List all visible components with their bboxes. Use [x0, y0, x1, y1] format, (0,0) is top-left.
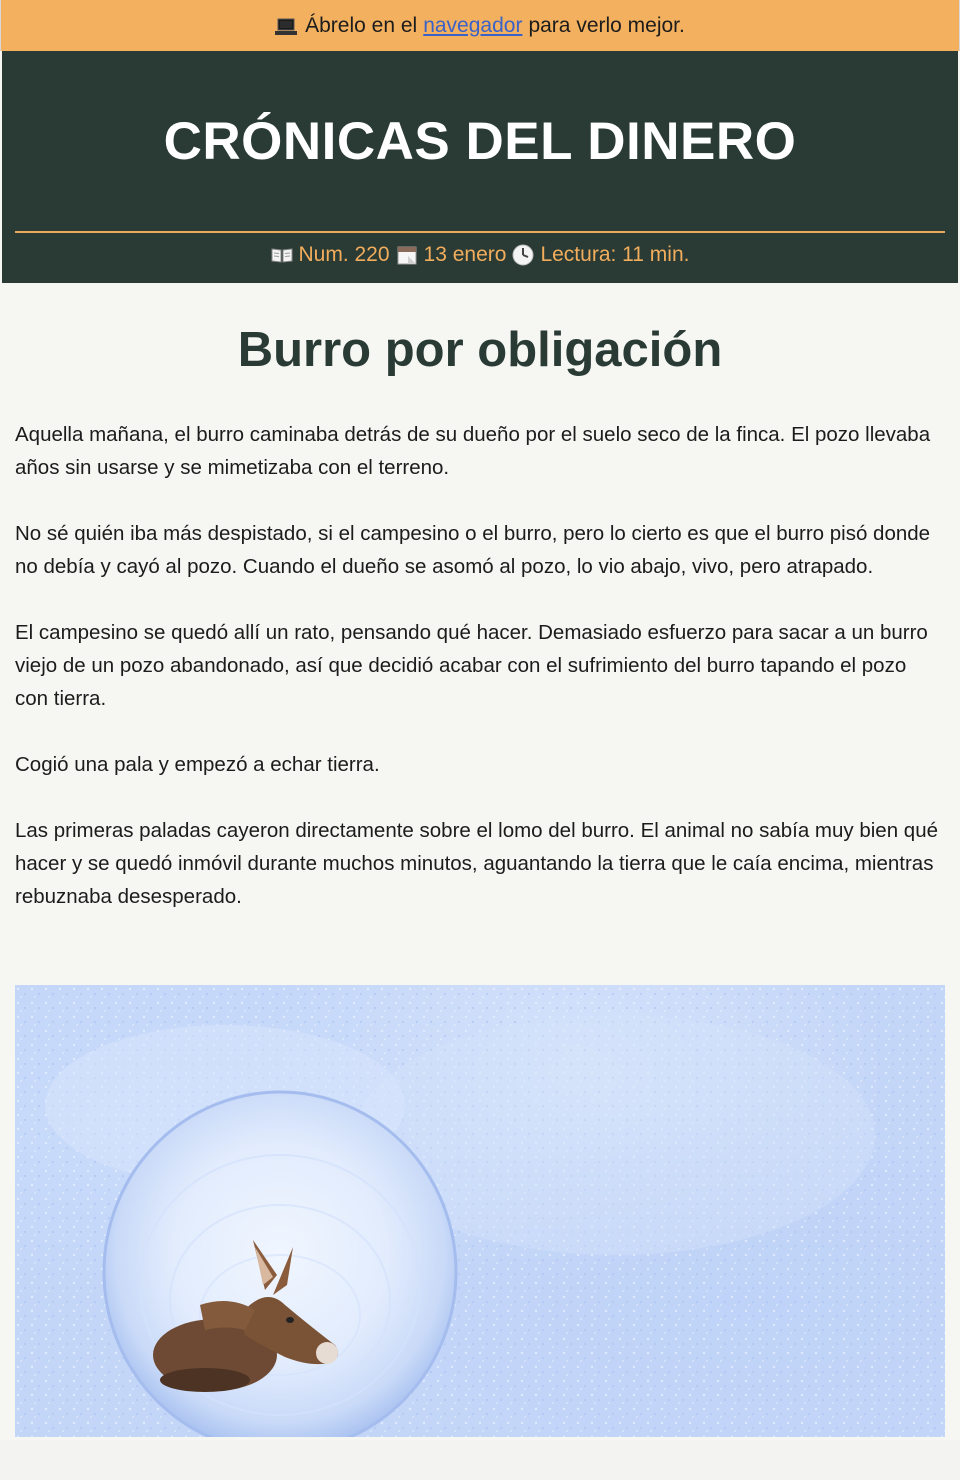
article-paragraph: El campesino se quedó allí un rato, pensando qué hacer. Demasiado esfuerzo para sacar a un burro viejo de un pozo abandonado, así que decidió acabar con el sufrimiento del burro tapando el pozo con tierra.: [15, 621, 928, 710]
reading-time-text: Lectura: 11 min.: [540, 243, 690, 266]
calendar-icon: [396, 244, 418, 266]
header-divider: [15, 231, 945, 233]
clock-icon: [512, 244, 534, 266]
browser-link[interactable]: navegador: [423, 13, 523, 37]
article-paragraph: Aquella mañana, el burro caminaba detrás de su dueño por el suelo seco de la finca. El pozo llevaba años sin usarse y se mimetizaba con el terreno.: [15, 423, 931, 479]
issue-number: [271, 243, 390, 267]
reading-time: [512, 243, 689, 267]
open-in-browser-banner: [0, 0, 960, 51]
article-paragraph: Las primeras paladas cayeron directamente sobre el lomo del burro. El animal no sabía muy bien qué hacer y se quedó inmóvil durante muchos minutos, aguantando la tierra que le caía encima, mientras rebuznaba desesperado.: [15, 819, 939, 908]
article-paragraph: No sé quién iba más despistado, si el campesino o el burro, pero lo cierto es que el burro pisó donde no debía y cayó al pozo. Cuando el dueño se asomó al pozo, lo vio abajo, vivo, pero atrapado.: [15, 522, 931, 578]
page-bottom: [0, 1440, 960, 1480]
issue-date-text: 13 enero: [423, 243, 507, 266]
issue-number-text: Num. 220: [298, 243, 390, 266]
book-icon: [271, 244, 293, 266]
newsletter-header: [2, 51, 958, 283]
newsletter-title: CRÓNICAS DEL DINERO: [163, 112, 797, 171]
banner-prefix: Ábrelo en el: [305, 13, 418, 37]
issue-date: [396, 243, 507, 267]
article-body: [15, 418, 940, 946]
issue-meta: [2, 243, 958, 267]
laptop-icon: [275, 17, 297, 37]
donkey-in-well-image: [15, 985, 945, 1437]
article-title: Burro por obligación: [237, 323, 723, 377]
banner-suffix: para verlo mejor.: [528, 13, 685, 37]
article-paragraph: Cogió una pala y empezó a echar tierra.: [15, 753, 380, 776]
